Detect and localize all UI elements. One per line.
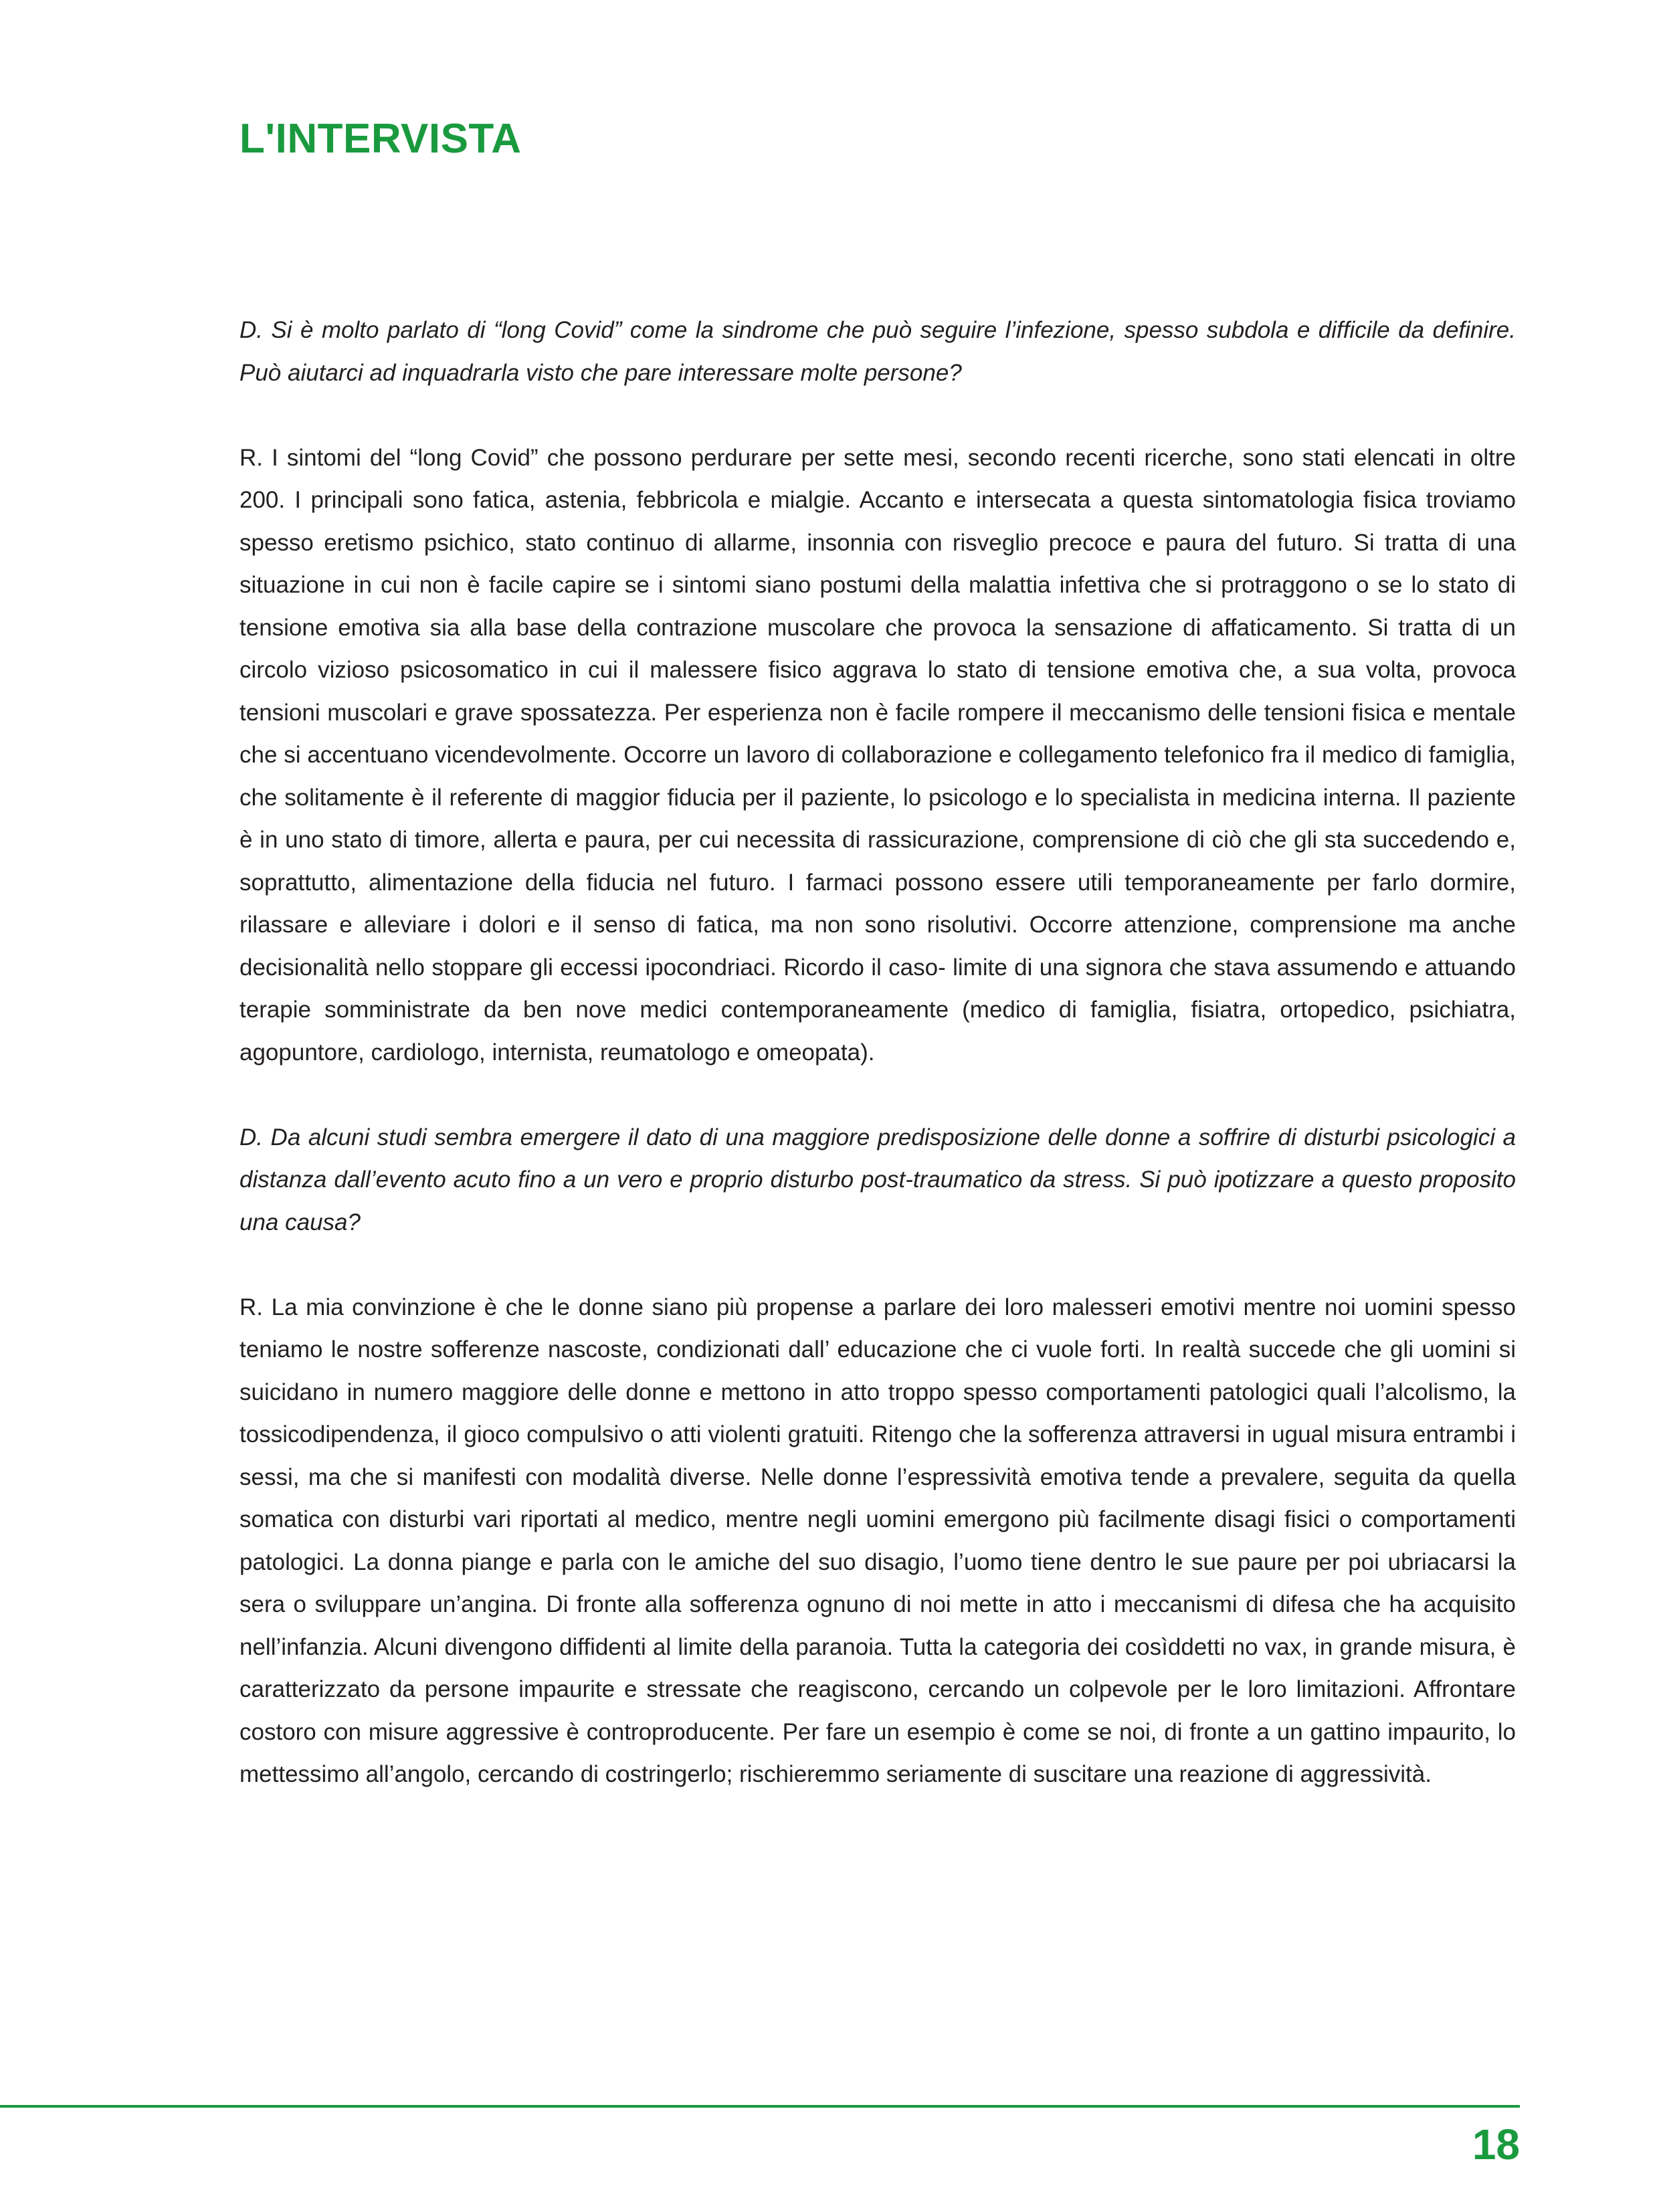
- footer-divider: [0, 2105, 1520, 2108]
- question-paragraph: D. Da alcuni studi sembra emergere il dato di una maggiore predisposizione delle donne a soffrire di disturbi psicologici a distanza dall’evento acuto fino a un vero e proprio disturbo post-traumatico da stress. Si può ipotizzare a questo proposito una causa?: [239, 1124, 1516, 1235]
- question-paragraph: D. Si è molto parlato di “long Covid” come la sindrome che può seguire l’infezione, spesso subdola e difficile da definire. Può aiutarci ad inquadrarla visto che pare interessare molte persone?: [239, 317, 1516, 386]
- paragraph-spacer: [239, 1074, 1516, 1116]
- answer-paragraph: R. I sintomi del “long Covid” che possono perdurare per sette mesi, secondo recenti ricerche, sono stati elencati in oltre 200. I principali sono fatica, astenia, febbricola e mialgie. Accanto e intersecata a questa sintomatologia fisica troviamo spesso eretismo psichico, stato continuo di allarme, insonnia con risveglio precoce e paura del futuro. Si tratta di una situazione in cui non è facile capire se i sintomi siano postumi della malattia infettiva che si protraggono o se lo stato di tensione emotiva sia alla base della contrazione muscolare che provoca la sensazione di affaticamento. Si tratta di un circolo vizioso psicosomatico in cui il malessere fisico aggrava lo stato di tensione emotiva che, a sua volta, provoca tensioni muscolari e grave spossatezza. Per esperienza non è facile rompere il meccanismo delle tensioni fisica e mentale che si accentuano vicendevolmente. Occorre un lavoro di collaborazione e collegamento telefonico fra il medico di famiglia, che solitamente è il referente di maggior fiducia per il paziente, lo psicologo e lo specialista in medicina interna. Il paziente è in uno stato di timore, allerta e paura, per cui necessita di rassicurazione, comprensione di ciò che gli sta succedendo e, soprattutto, alimentazione della fiducia nel futuro. I farmaci possono essere utili temporaneamente per farlo dormire, rilassare e alleviare i dolori e il senso di fatica, ma non sono risolutivi. Occorre attenzione, comprensione ma anche decisionalità nello stoppare gli eccessi ipocondriaci. Ricordo il caso- limite di una signora che stava assumendo e attuando terapie somministrate da ben nove medici contemporaneamente (medico di famiglia, fisiatra, ortopedico, psichiatra, agopuntore, cardiologo, internista, reumatologo e omeopata).: [239, 444, 1516, 1066]
- paragraph-spacer: [239, 1243, 1516, 1286]
- answer-paragraph: R. La mia convinzione è che le donne siano più propense a parlare dei loro malesseri emotivi mentre noi uomini spesso teniamo le nostre sofferenze nascoste, condizionati dall’ educazione che ci vuole forti. In realtà succede che gli uomini si suicidano in numero maggiore delle donne e mettono in atto troppo spesso comportamenti patologici quali l’alcolismo, la tossicodipendenza, il gioco compulsivo o atti violenti gratuiti. Ritengo che la sofferenza attraversi in ugual misura entrambi i sessi, ma che si manifesti con modalità diverse. Nelle donne l’espressività emotiva tende a prevalere, seguita da quella somatica con disturbi vari riportati al medico, mentre negli uomini emergono più facilmente disagi fisici o comportamenti patologici. La donna piange e parla con le amiche del suo disagio, l’uomo tiene dentro le sue paure per poi ubriacarsi la sera o sviluppare un’angina. Di fronte alla sofferenza ognuno di noi mette in atto i meccanismi di difesa che ha acquisito nell’infanzia. Alcuni divengono diffidenti al limite della paranoia. Tutta la categoria dei cosìddetti no vax, in grande misura, è caratterizzato da persone impaurite e stressate che reagiscono, cercando un colpevole per le loro limitazioni. Affrontare costoro con misure aggressive è controproducente. Per fare un esempio è come se noi, di fronte a un gattino impaurito, lo mettessimo all’angolo, cercando di costringerlo; rischieremmo seriamente di suscitare una reazione di aggressività.: [239, 1294, 1516, 1787]
- paragraph-spacer: [239, 394, 1516, 437]
- section-title: L'INTERVISTA: [239, 116, 522, 162]
- interview-body: [239, 309, 1516, 1796]
- page-number: 18: [1472, 2120, 1520, 2169]
